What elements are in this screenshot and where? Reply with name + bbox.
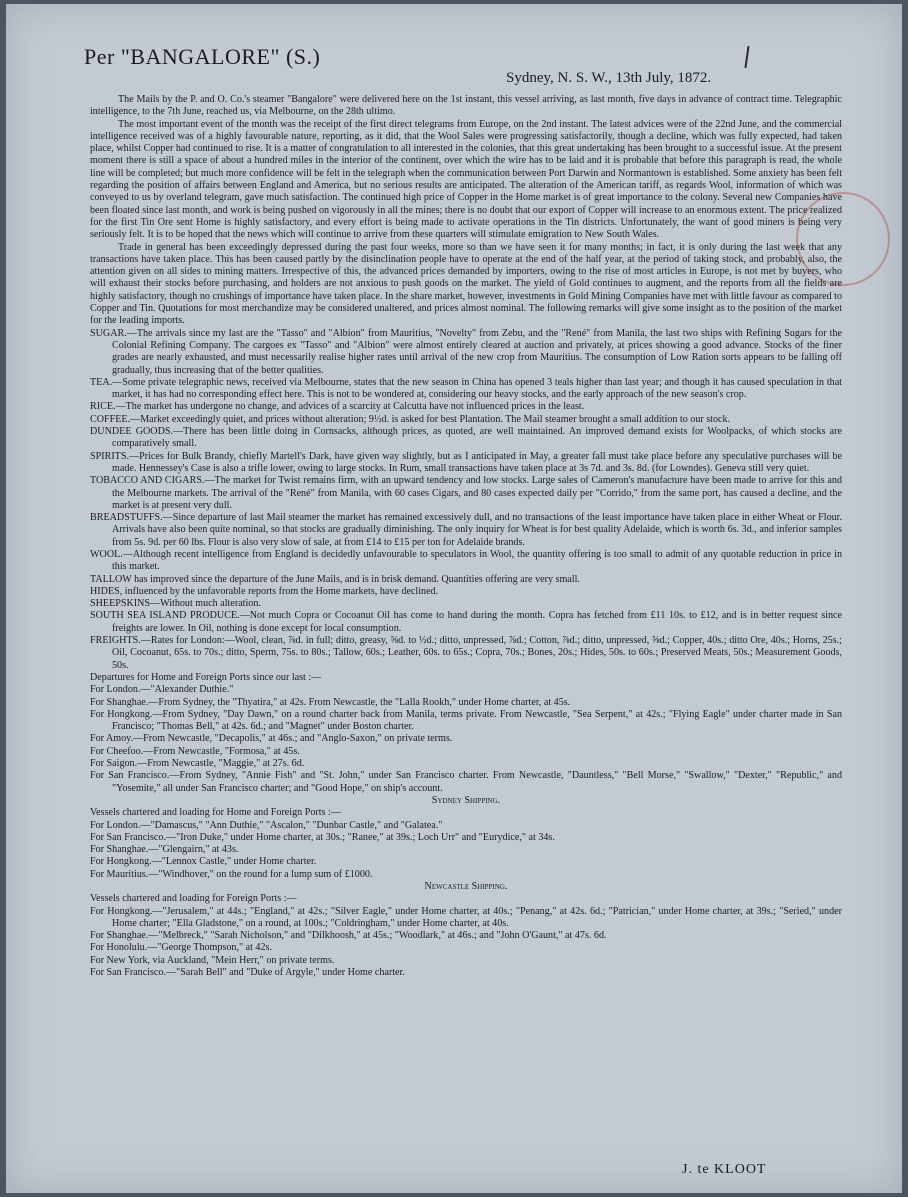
market-tea: TEA.—Some private telegraphic news, received via Melbourne, states that the new season in China has opened 3 teals higher than last year; and though it has caused speculation in that market, it has had no corresponding effect here. This is not to be wondered at, considering our heavy stocks, and the early approach of the new season's crop. (90, 376, 842, 401)
dateline: Sydney, N. S. W., 13th July, 1872. (506, 70, 712, 86)
departure-item: For San Francisco.—From Sydney, "Annie Fish" and "St. John," under San Francisco charter. From Newcastle, "Dauntless," "Bell Morse," "Swallow," "Dexter," "Republic," and "Yosemite," all under San Francisco charter; and "Good Hope," on ship's account. (90, 770, 842, 794)
market-tobacco: TOBACCO AND CIGARS.—The market for Twist remains firm, with an upward tendency and low stocks. Large sales of Cameron's manufacture have been made to arrive for this and the Melbourne markets. The arrival of the "René" from Manila, with 60 cases Cigars, and 80 cases expected daily per "Corrido," from the same port, has caused a decline, and the market is at present very dull. (90, 475, 842, 511)
sydney-shipping-item: For Mauritius.—"Windhover," on the round for a lump sum of £1000. (90, 868, 373, 880)
letter-body (90, 94, 842, 979)
sydney-shipping-item: For Hongkong.—"Lennox Castle," under Home charter. (90, 856, 317, 868)
market-sheepskins: SHEEPSKINS—Without much alteration. (90, 598, 261, 610)
market-breadstuffs: BREADSTUFFS.—Since departure of last Mail steamer the market has remained excessively dull, and no transactions of the least importance have taken place in either Wheat or Flour. Arrivals have also been quite nominal, so that stocks are gradually diminishing. The only inquiry for Wheat is for best quality Adelaide, which is worth 6s. 3d., and inferior samples from 5s. 9d. per 60 lbs. Flour is also very slow of sale, at from £14 to £15 per ton for Adelaide brands. (90, 512, 842, 548)
newcastle-shipping-intro: Vessels chartered and loading for Foreign Ports :— (90, 893, 297, 905)
paragraph-trade: Trade in general has been exceedingly depressed during the past four weeks, more so than we have seen it for many months; in fact, it is only during the last week that any transactions have taken place. This has been caused partly by the disinclination people have to operate at the end of the half year, at the period of taking stock, and probably, also, the attention given on all sides to mining matters. Irrespective of this, the advanced prices demanded by importers, owing to the rise of most articles in Europe, is not met by buyers, who will exhaust their stocks before purchasing, and holders are not anxious to push goods on the market. The yield of Gold continues to augment, and the reports from all the fields are highly satisfactory, though no crushings of importance have taken place. In the share market, however, investments in Gold Mining Companies have met with little favour as compared to Copper and Tin. Quotations for most merchandize may be considered unaltered, and prices almost nominal. The following remarks will give some insight as to the position of the market for the leading imports. (90, 241, 842, 327)
newcastle-shipping-item: For San Francisco.—"Sarah Bell" and "Duke of Argyle," under Home charter. (90, 967, 405, 979)
market-dundee-goods: DUNDEE GOODS.—There has been little doing in Cornsacks, although prices, as quoted, are well maintained. An improved demand exists for Woolpacks, of which stocks are comparatively small. (90, 426, 842, 450)
market-wool: WOOL.—Although recent intelligence from England is decidedly unfavourable to speculators in Wool, the quantity offering is too small to admit of any quotable reduction in price in this market. (90, 548, 842, 573)
market-rice: RICE.—The market has undergone no change, and advices of a scarcity at Calcutta have not influenced prices in the least. (90, 401, 585, 413)
market-freights: FREIGHTS.—Rates for London:—Wool, clean, ⅞d. in full; ditto, greasy, ⅝d. to ½d.; ditto, unpressed, ⅞d.; Cotton, ⅞d.; ditto, unpressed, ⅝d.; Copper, 40s.; ditto Ore, 40s.; Horns, 25s.; Oil, Cocoanut, 65s. to 70s.; ditto, Sperm, 75s. to 80s.; Tallow, 60s.; Leather, 60s. to 65s.; Copra, 70s.; Bones, 20s.; Hides, 50s. to 60s.; Preserved Meats, 50s.; Measurement Goods, 50s. (90, 635, 842, 671)
sydney-shipping-item: For Shanghae.—"Glengairn," at 43s. (90, 844, 239, 856)
newcastle-shipping-item: For New York, via Auckland, "Mein Herr," on private terms. (90, 954, 335, 966)
departure-item: For Amoy.—From Newcastle, "Decapolis," at 46s.; and "Anglo-Saxon," on private terms. (90, 733, 453, 745)
paragraph-telegrams: The most important event of the month was the receipt of the first direct telegrams from Europe, on the 2nd instant. The latest advices were of the 22nd June, and the commercial intelligence received was of a highly favourable nature, reporting, as it did, that the Wool Sales were progressing satisfactorily, though a decline, which was fully expected, had taken place, whilst Copper had continued to rise. It is a matter of congratulation to all interested in the colonies, that this great undertaking has been brought to a successful issue. At the present moment there is still a space of about a hundred miles in the interior of the continent, over which the wire has to be laid and it is probable that before this paragraph is read, the whole line will be completed; but much more confidence will be felt in the telegraph when the communication between Port Darwin and Normantown is established. Some anxiety has been felt regarding the position of affairs between England and America, but no serious results are anticipated. The alteration of the American tariff, as regards Wool, information of which was conveyed to us by overland telegram, gave much satisfaction. The continued high price of Copper in the Home market is of great importance to the colony. Several new Companies have been floated since last month, and work is being pushed on vigorously in all the mines; there is no doubt that our export of Copper will increase to an enormous extent. The price realized for the first Tin Ore sent Home is highly satisfactory, and every effort is being made to activate operations in the Tin districts. Unfortunately, the want of good miners is being very seriously felt. It is to be hoped that the news which will continue to arrive from these quarters will stimulate emigration to New South Wales. (90, 118, 842, 241)
departure-item: For Cheefoo.—From Newcastle, "Formosa," at 45s. (90, 745, 300, 757)
ink-mark (744, 46, 749, 68)
newcastle-shipping-heading: Newcastle Shipping. (424, 881, 508, 892)
paragraph-mails: The Mails by the P. and O. Co.'s steamer "Bangalore" were delivered here on the 1st instant, this vessel arriving, as last month, five days in advance of contract time. Telegraphic intelligence, to the 7th June, reached us, via Melbourne, on the 28th ultimo. (90, 94, 842, 118)
signature: J. te KLOOT (682, 1162, 767, 1177)
market-sugar: SUGAR.—The arrivals since my last are the "Tasso" and "Albion" from Mauritius, "Novelty" from Zebu, and the "René" from Manila, the last two ships with Refining Sugars for the Colonial Refining Company. The cargoes ex "Tasso" and "Albion" were almost entirely cleared at auction and privately, at prices showing a good advance. Stocks of the finer grades are nearly exhausted, and must necessarily realise higher rates until arrival of the new crop from Mauritius. The consumption of Low Ration sorts appears to be falling off gradually, thus increasing that of the better qualities. (90, 327, 842, 376)
newcastle-shipping-item: For Honolulu.—"George Thompson," at 42s. (90, 942, 272, 954)
page-title: Per "BANGALORE" (S.) (84, 44, 321, 69)
sydney-shipping-item: For San Francisco.—"Iron Duke," under Home charter, at 30s.; "Ranee," at 39s.; Loch Urr" and "Eurydice," at 34s. (90, 831, 555, 843)
departure-item: For Saigon.—From Newcastle, "Maggie," at 27s. 6d. (90, 758, 305, 770)
sydney-shipping-heading: Sydney Shipping. (431, 794, 501, 806)
market-coffee: COFFEE.—Market exceedingly quiet, and prices without alteration; 9½d. is asked for best Plantation. The Mail steamer brought a small addition to our stock. (90, 413, 731, 425)
market-spirits: SPIRITS.—Prices for Bulk Brandy, chiefly Martell's Dark, have given way slightly, but as I anticipated in May, a greater fall must take place before any speculative purchases will be made. Hennessey's Case is also a trifle lower, owing to large stocks. In Rum, small transactions have taken place at 3s 7d. and 3s. 8d. (for Lowndes). Geneva still very quiet. (90, 450, 842, 474)
departure-item: For London.—"Alexander Duthie." (90, 684, 234, 696)
market-tallow: TALLOW has improved since the departure of the June Mails, and is in brisk demand. Quantities offering are very small. (90, 573, 580, 585)
departure-item: For Shanghae.—From Sydney, the "Thyatira," at 42s. From Newcastle, the "Lalla Rookh," under Home charter, at 45s. (90, 696, 571, 708)
newcastle-shipping-item: For Hongkong.—"Jerusalem," at 44s.; "England," at 42s.; "Silver Eagle," under Home charter, at 40s.; "Penang," at 42s. 6d.; "Patrician," under Home charter, at 39s.; "Seried," under Home charter; "Ella Gladstone," on a round, at 100s.; "Coldringham," under Home charter, at 40s. (90, 905, 842, 929)
newcastle-shipping-item: For Shanghae.—"Melbreck," "Sarah Nicholson," and "Dilkhoosh," at 45s.; "Woodlark," at 46s.; and "John O'Gaunt," at 47s. 6d. (90, 930, 607, 942)
departures-heading: Departures for Home and Foreign Ports since our last :— (90, 671, 322, 683)
departure-item: For Hongkong.—From Sydney, "Day Dawn," on a round charter back from Manila, terms private. From Newcastle, "Sea Serpent," at 42s.; "Flying Eagle" under charter made in San Francisco; "Thomas Bell," at 42s. 6d.; and "Magnet" under Boston charter. (90, 708, 842, 733)
sydney-shipping-item: For London.—"Damascus," "Ann Duthie," "Ascalon," "Dunbar Castle," and "Galatea." (90, 819, 443, 831)
letter-sheet (6, 4, 902, 1193)
market-south-sea: SOUTH SEA ISLAND PRODUCE.—Not much Copra or Cocoanut Oil has come to hand during the month. Copra has fetched from £11 10s. to £12, and is in better request since freights are lower. In Oil, nothing is done except for local consumption. (90, 610, 842, 634)
market-hides: HIDES, influenced by the unfavorable reports from the Home markets, have declined. (90, 585, 439, 597)
sydney-shipping-intro: Vessels chartered and loading for Home and Foreign Ports :— (90, 807, 341, 819)
